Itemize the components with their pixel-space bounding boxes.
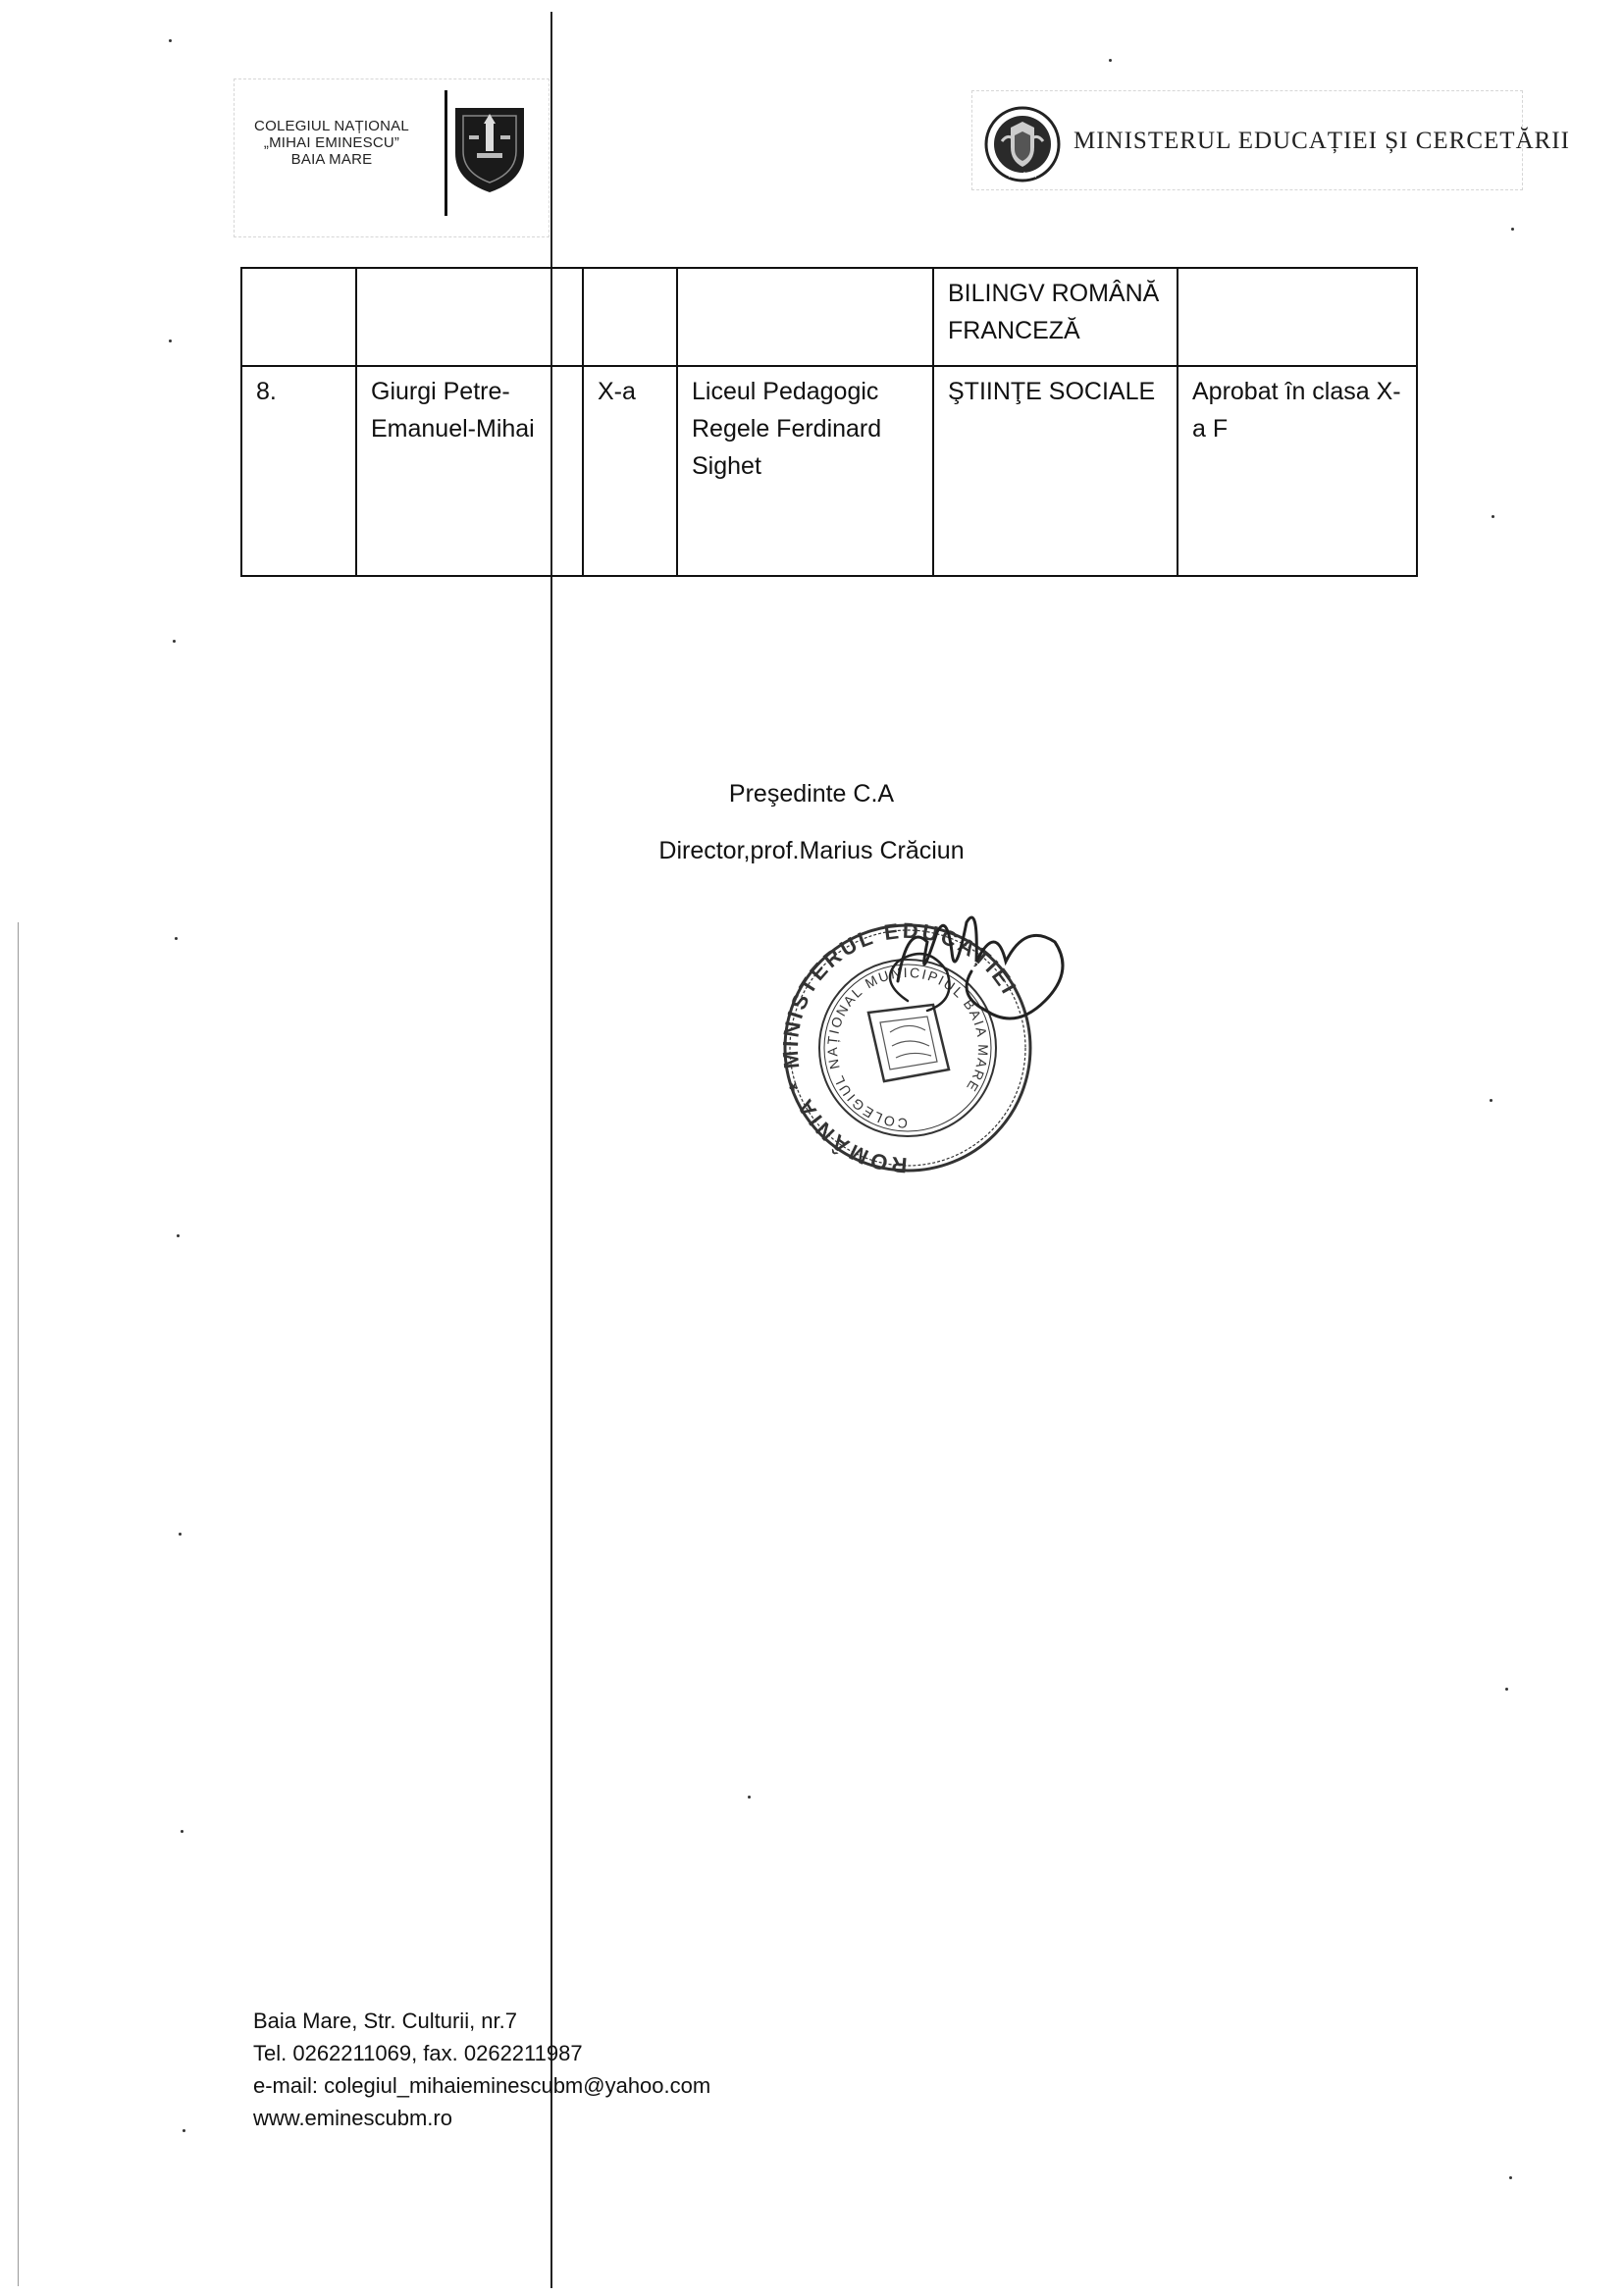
scan-speck — [169, 39, 172, 42]
cell-school: Liceul Pedagogic Regele Ferdinard Sighet — [677, 366, 933, 576]
scan-speck — [173, 640, 176, 643]
scan-speck — [1509, 2176, 1512, 2179]
admissions-table — [240, 267, 1418, 577]
scan-speck — [1505, 1688, 1508, 1691]
scan-speck — [1109, 59, 1112, 62]
scan-speck — [748, 1796, 751, 1799]
scan-speck — [1490, 1099, 1492, 1102]
school-name-line-2: „MIHAI EMINESCU” — [263, 134, 400, 151]
stamp-inner-text: COLEGIUL NAȚIONAL MUNICIPIUL BAIA MARE — [823, 964, 992, 1132]
official-stamp-icon — [760, 903, 1084, 1197]
stamp-center-emblem — [868, 1005, 949, 1081]
school-crest-icon — [451, 102, 528, 196]
ministry-name: MINISTERUL EDUCAȚIEI ȘI CERCETĂRII — [1073, 128, 1570, 154]
scan-speck — [1492, 515, 1494, 518]
cell-result: Aprobat în clasa X-a F — [1178, 366, 1417, 576]
cell-name — [356, 268, 583, 366]
table-row — [241, 366, 1417, 576]
scan-speck — [175, 937, 178, 940]
footer-address: Baia Mare, Str. Culturii, nr.7 — [253, 2009, 517, 2033]
scan-speck — [177, 1234, 180, 1237]
cell-name: Giurgi Petre-Emanuel-Mihai — [356, 366, 583, 576]
scan-speck — [181, 1830, 183, 1833]
cell-profile: BILINGV ROMÂNĂ FRANCEZĂ — [933, 268, 1178, 366]
footer-email[interactable]: e-mail: colegiul_mihaieminescubm@yahoo.com — [253, 2073, 711, 2098]
stamp-outer-text: ROMÂNIA * MINISTERUL EDUCAȚIEI — [777, 917, 1023, 1178]
emblem-lettering: ROMÂNIA — [1008, 174, 1037, 180]
cell-result — [1178, 268, 1417, 366]
table-row — [241, 268, 1417, 366]
cell-nr — [241, 268, 356, 366]
scan-edge-line — [18, 922, 19, 2286]
footer-website[interactable]: www.eminescubm.ro — [253, 2106, 452, 2130]
romania-coat-of-arms-icon — [984, 106, 1061, 183]
footer-phone: Tel. 0262211069, fax. 0262211987 — [253, 2041, 583, 2065]
school-name-line-1: COLEGIUL NAȚIONAL — [254, 118, 409, 134]
footer-contact — [253, 2005, 710, 2134]
director-name: Director,prof.Marius Crăciun — [658, 837, 965, 864]
cell-nr: 8. — [241, 366, 356, 576]
scan-speck — [183, 2129, 185, 2132]
scan-speck — [179, 1533, 182, 1536]
cell-profile: ŞTIINŢE SOCIALE — [933, 366, 1178, 576]
cell-class: X-a — [583, 366, 677, 576]
logo-divider — [445, 90, 447, 216]
scan-speck — [169, 339, 172, 342]
board-president-title: Preşedinte C.A — [728, 780, 895, 808]
school-logo-text — [234, 118, 430, 168]
cell-school — [677, 268, 933, 366]
school-name-line-3: BAIA MARE — [290, 151, 373, 168]
scan-speck — [1511, 228, 1514, 231]
cell-class — [583, 268, 677, 366]
